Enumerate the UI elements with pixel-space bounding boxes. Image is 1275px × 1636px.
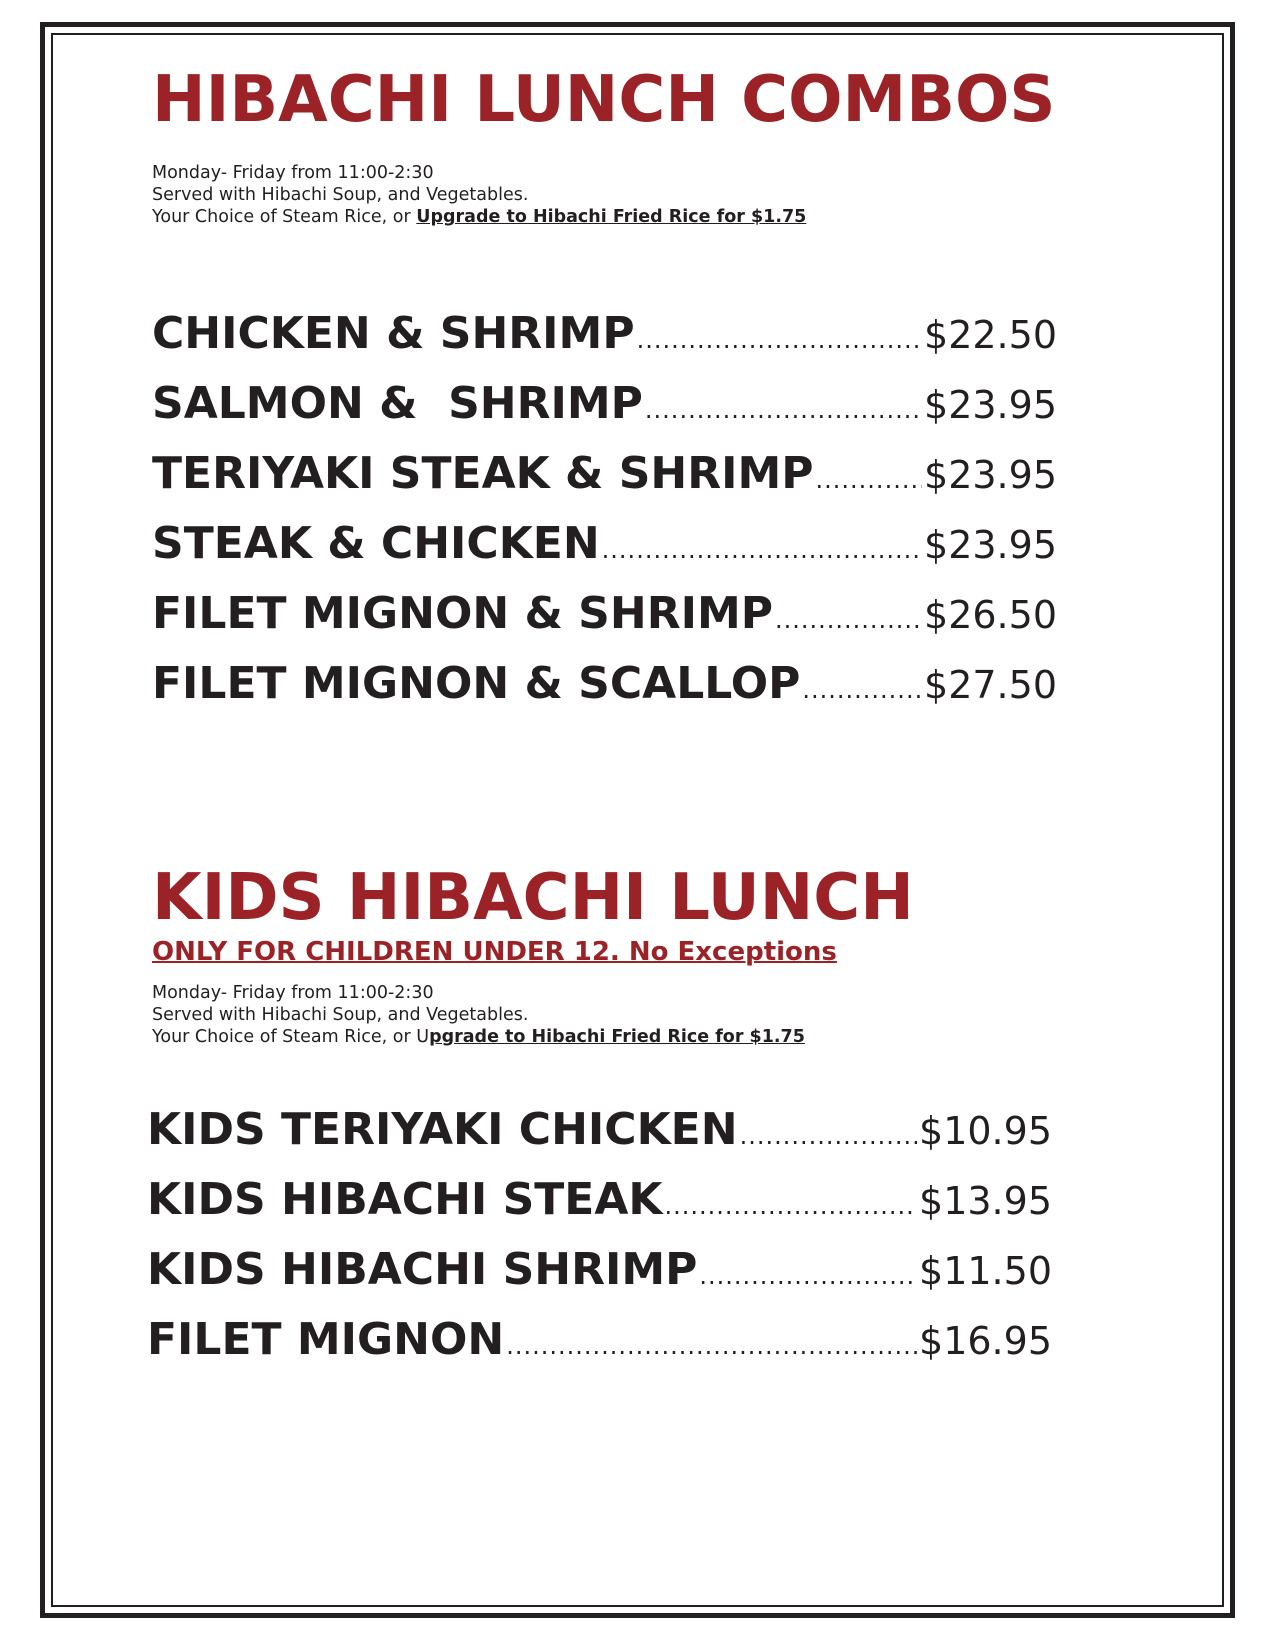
lunch-combos-section bbox=[152, 62, 1056, 228]
kids-served-with: Served with Hibachi Soup, and Vegetables. bbox=[152, 1005, 529, 1025]
dot-leader bbox=[740, 1122, 917, 1150]
dot-leader bbox=[637, 326, 922, 354]
dot-leader bbox=[699, 1262, 917, 1290]
menu-item-name: STEAK & CHICKEN bbox=[152, 518, 600, 569]
menu-item-name: SALMON & SHRIMP bbox=[152, 378, 643, 429]
menu-item bbox=[152, 518, 1057, 588]
lunch-upgrade-note: Upgrade to Hibachi Fried Rice for $1.75 bbox=[416, 207, 807, 227]
kids-rice-choice bbox=[152, 1026, 914, 1048]
menu-item bbox=[152, 378, 1057, 448]
lunch-rice-choice bbox=[152, 206, 1056, 228]
kids-upgrade-note: pgrade to Hibachi Fried Rice for $1.75 bbox=[429, 1027, 805, 1047]
menu-item-price: $23.95 bbox=[924, 523, 1057, 567]
menu-item-price: $13.95 bbox=[919, 1179, 1052, 1223]
menu-item-name: TERIYAKI STEAK & SHRIMP bbox=[152, 448, 814, 499]
dot-leader bbox=[816, 466, 923, 494]
menu-item-price: $11.50 bbox=[919, 1249, 1052, 1293]
lunch-hours: Monday- Friday from 11:00-2:30 bbox=[152, 163, 434, 183]
menu-item-name: KIDS HIBACHI STEAK bbox=[147, 1174, 663, 1225]
kids-age-restriction: ONLY FOR CHILDREN UNDER 12. No Exceptions bbox=[152, 937, 837, 967]
kids-lunch-list bbox=[147, 1104, 1052, 1384]
dot-leader bbox=[665, 1192, 918, 1220]
kids-lunch-title: KIDS HIBACHI LUNCH bbox=[152, 861, 914, 935]
menu-item bbox=[152, 308, 1057, 378]
menu-item-price: $23.95 bbox=[924, 453, 1057, 497]
lunch-combos-info bbox=[152, 162, 1056, 228]
lunch-served-with: Served with Hibachi Soup, and Vegetables. bbox=[152, 185, 529, 205]
menu-item-price: $16.95 bbox=[919, 1319, 1052, 1363]
menu-item-name: KIDS TERIYAKI CHICKEN bbox=[147, 1104, 738, 1155]
menu-item-name: CHICKEN & SHRIMP bbox=[152, 308, 635, 359]
lunch-rice-choice-text: Your Choice of Steam Rice, or bbox=[152, 207, 417, 227]
menu-item-price: $23.95 bbox=[924, 383, 1057, 427]
menu-item bbox=[147, 1314, 1052, 1384]
dot-leader bbox=[775, 606, 922, 634]
menu-item bbox=[152, 448, 1057, 518]
kids-rice-choice-text: Your Choice of Steam Rice, or U bbox=[152, 1027, 430, 1047]
menu-item-name: FILET MIGNON & SHRIMP bbox=[152, 588, 773, 639]
lunch-combos-title: HIBACHI LUNCH COMBOS bbox=[152, 63, 1056, 137]
menu-item-price: $10.95 bbox=[919, 1109, 1052, 1153]
kids-hours: Monday- Friday from 11:00-2:30 bbox=[152, 983, 434, 1003]
menu-item-price: $26.50 bbox=[924, 593, 1057, 637]
dot-leader bbox=[506, 1332, 917, 1360]
menu-item-price: $27.50 bbox=[924, 663, 1057, 707]
lunch-combos-list bbox=[152, 308, 1057, 728]
kids-lunch-info bbox=[152, 982, 914, 1048]
menu-item bbox=[147, 1104, 1052, 1174]
menu-item-price: $22.50 bbox=[924, 313, 1057, 357]
menu-item bbox=[147, 1174, 1052, 1244]
menu-item-name: FILET MIGNON bbox=[147, 1314, 505, 1365]
menu-item bbox=[152, 588, 1057, 658]
kids-lunch-section bbox=[152, 860, 914, 1048]
menu-item bbox=[147, 1244, 1052, 1314]
dot-leader bbox=[602, 536, 922, 564]
menu-item-name: FILET MIGNON & SCALLOP bbox=[152, 658, 801, 709]
dot-leader bbox=[802, 676, 922, 704]
dot-leader bbox=[645, 396, 922, 424]
menu-item bbox=[152, 658, 1057, 728]
menu-item-name: KIDS HIBACHI SHRIMP bbox=[147, 1244, 698, 1295]
